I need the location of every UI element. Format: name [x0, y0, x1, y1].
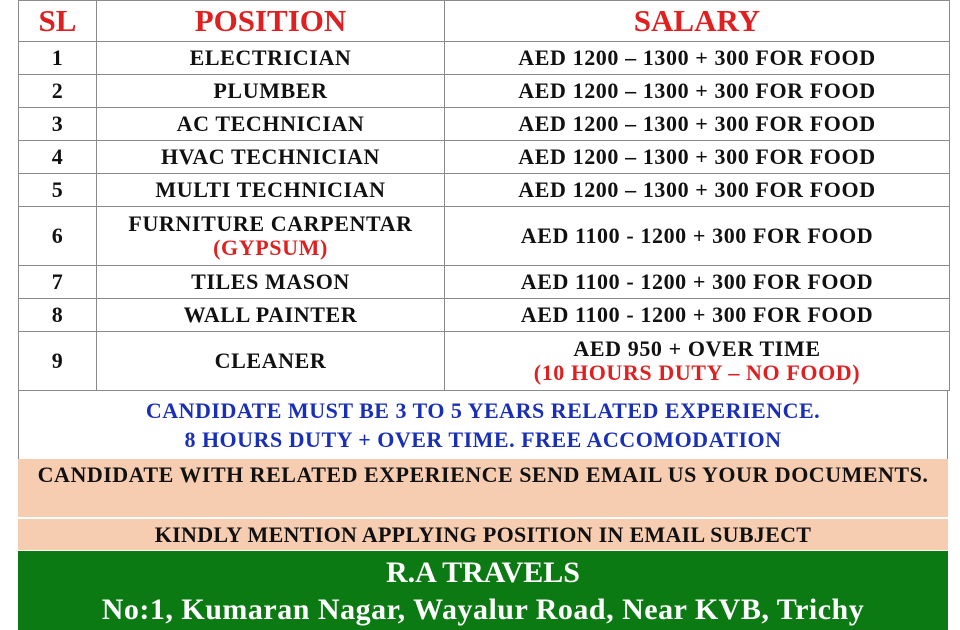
requirement-experience: CANDIDATE MUST BE 3 TO 5 YEARS RELATED EXPERIENCE.	[145, 398, 821, 423]
table-row	[19, 207, 950, 266]
row-position: MULTI TECHNICIAN	[97, 174, 445, 207]
row-sl: 6	[19, 207, 97, 266]
table-row	[19, 332, 950, 391]
requirements-band	[18, 391, 948, 459]
mention-position-text: KINDLY MENTION APPLYING POSITION IN EMAIL SUBJECT	[154, 522, 812, 547]
agency-name: R.A TRAVELS	[386, 556, 580, 589]
row-sl: 4	[19, 141, 97, 174]
row-salary: AED 1100 - 1200 + 300 FOR FOOD	[445, 207, 950, 266]
row-position-note: (GYPSUM)	[213, 235, 328, 260]
row-sl: 1	[19, 42, 97, 75]
row-sl: 5	[19, 174, 97, 207]
row-position: FURNITURE CARPENTAR	[128, 211, 413, 237]
row-position: WALL PAINTER	[97, 299, 445, 332]
row-salary: AED 1200 – 1300 + 300 FOR FOOD	[445, 75, 950, 108]
table-header-row	[19, 1, 950, 42]
row-position: ELECTRICIAN	[97, 42, 445, 75]
table-row	[19, 299, 950, 332]
table-row	[19, 141, 950, 174]
table-row	[19, 75, 950, 108]
agency-address: No:1, Kumaran Nagar, Wayalur Road, Near KVB, Trichy	[101, 593, 865, 626]
row-position-cell	[97, 207, 445, 266]
row-sl: 8	[19, 299, 97, 332]
row-sl: 3	[19, 108, 97, 141]
table-row	[19, 174, 950, 207]
row-salary: AED 1100 - 1200 + 300 FOR FOOD	[445, 266, 950, 299]
row-salary-cell	[445, 332, 950, 391]
table-row	[19, 108, 950, 141]
row-salary: AED 1200 – 1300 + 300 FOR FOOD	[445, 174, 950, 207]
requirement-duty: 8 HOURS DUTY + OVER TIME. FREE ACCOMODATION	[184, 427, 782, 452]
send-documents-band	[18, 459, 948, 517]
row-salary: AED 1200 – 1300 + 300 FOR FOOD	[445, 42, 950, 75]
row-sl: 2	[19, 75, 97, 108]
header-salary: SALARY	[445, 1, 950, 42]
table-row	[19, 266, 950, 299]
row-salary: AED 1100 - 1200 + 300 FOR FOOD	[445, 299, 950, 332]
row-position: TILES MASON	[97, 266, 445, 299]
row-position: AC TECHNICIAN	[97, 108, 445, 141]
row-salary-note: (10 HOURS DUTY – NO FOOD)	[533, 360, 861, 385]
row-salary: AED 1200 – 1300 + 300 FOR FOOD	[445, 108, 950, 141]
positions-table	[18, 0, 950, 391]
agency-footer	[18, 551, 948, 630]
row-position: HVAC TECHNICIAN	[97, 141, 445, 174]
row-position: PLUMBER	[97, 75, 445, 108]
mention-position-band	[18, 519, 948, 550]
header-sl: SL	[19, 1, 97, 42]
row-position: CLEANER	[97, 332, 445, 391]
row-sl: 9	[19, 332, 97, 391]
row-salary: AED 1200 – 1300 + 300 FOR FOOD	[445, 141, 950, 174]
row-sl: 7	[19, 266, 97, 299]
row-salary: AED 950 + OVER TIME	[573, 336, 821, 362]
table-row	[19, 42, 950, 75]
header-position: POSITION	[97, 1, 445, 42]
send-documents-text: CANDIDATE WITH RELATED EXPERIENCE SEND EMAIL US YOUR DOCUMENTS.	[37, 462, 929, 487]
